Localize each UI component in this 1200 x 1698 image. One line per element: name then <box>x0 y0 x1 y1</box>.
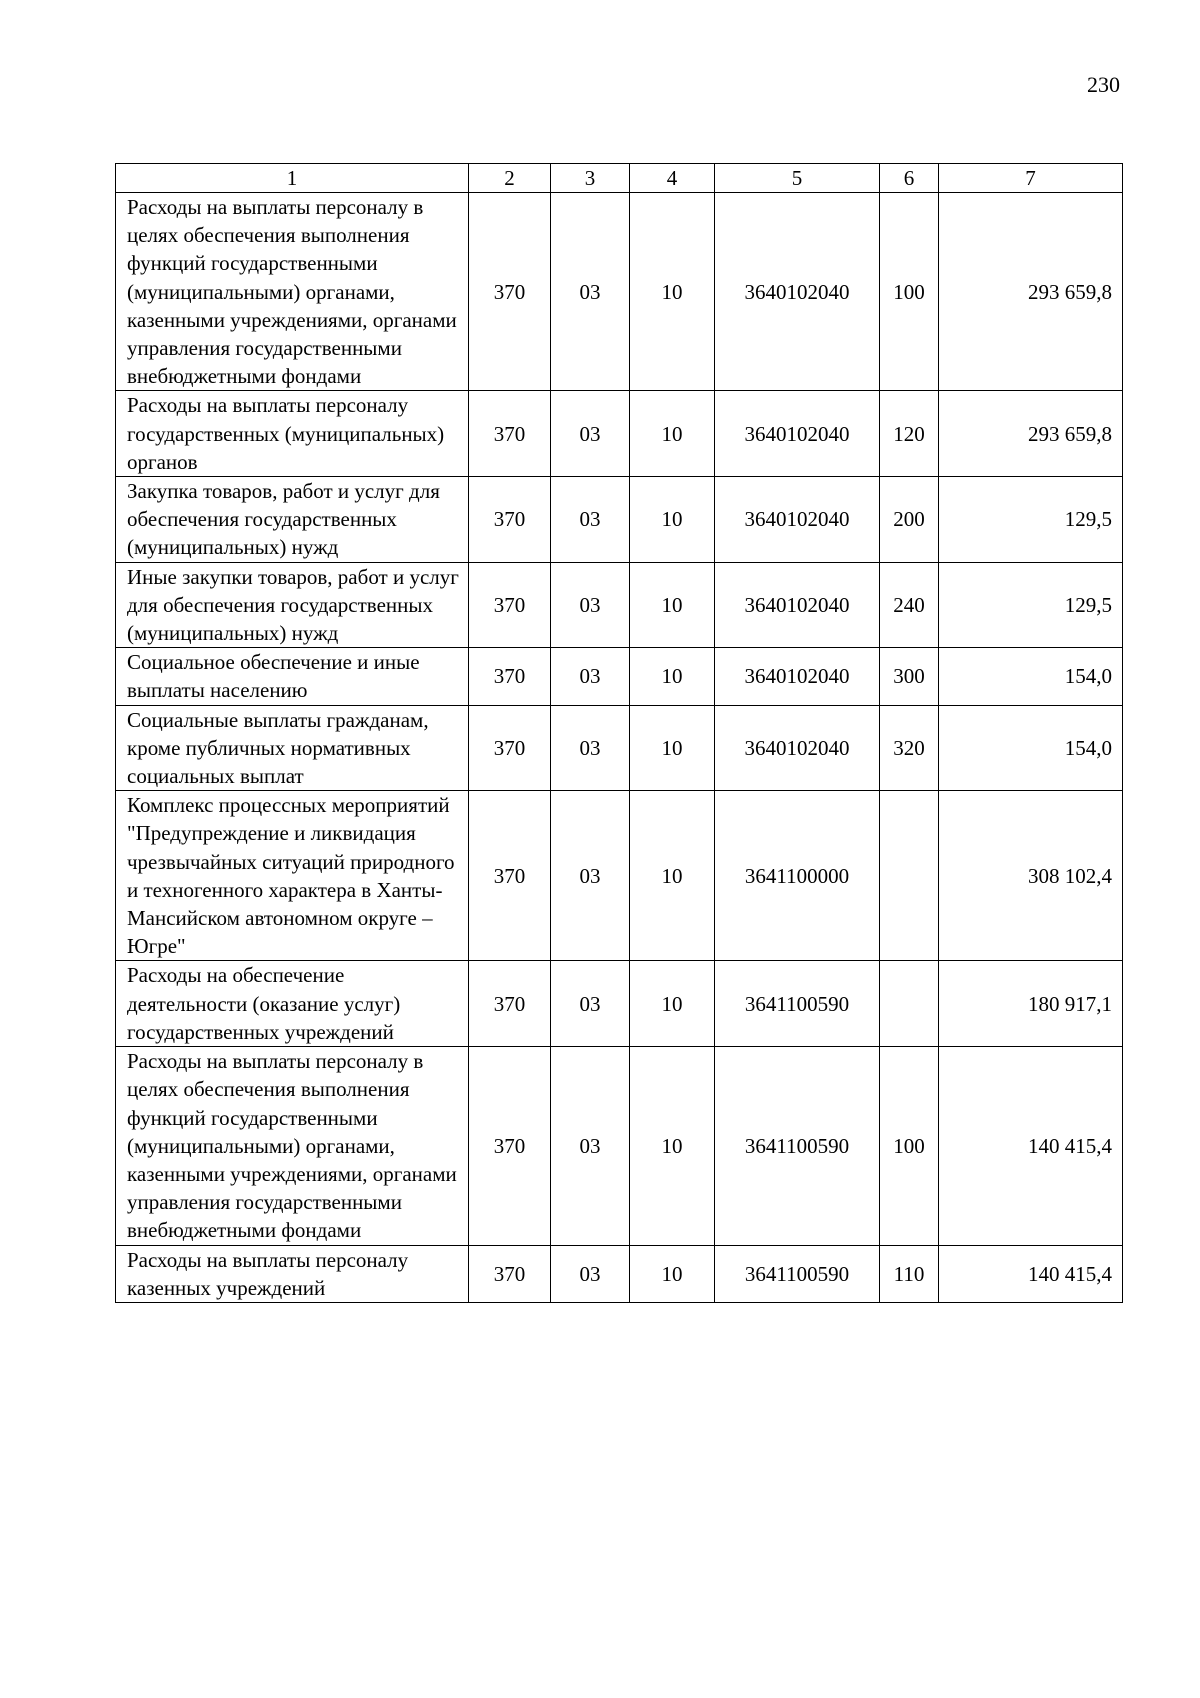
expense-name: Социальные выплаты гражданам, кроме публичных нормативных социальных выплат <box>116 705 469 791</box>
target-article-code: 3640102040 <box>715 193 880 391</box>
amount: 293 659,8 <box>939 391 1123 477</box>
subsection-code: 10 <box>630 562 715 648</box>
subsection-code: 10 <box>630 1047 715 1245</box>
section-code: 03 <box>551 648 630 705</box>
amount: 154,0 <box>939 705 1123 791</box>
table-row <box>116 1245 1123 1302</box>
column-header-2: 2 <box>469 164 551 193</box>
ministry-code: 370 <box>469 193 551 391</box>
amount: 140 415,4 <box>939 1047 1123 1245</box>
table-row <box>116 477 1123 563</box>
expense-name: Комплекс процессных мероприятий "Предупреждение и ликвидация чрезвычайных ситуаций природного и техногенного характера в Ханты-Мансийском автономном округе – Югре" <box>116 791 469 961</box>
section-code: 03 <box>551 193 630 391</box>
target-article-code: 3640102040 <box>715 648 880 705</box>
target-article-code: 3641100590 <box>715 1047 880 1245</box>
page-number: 230 <box>1087 72 1120 97</box>
target-article-code: 3640102040 <box>715 391 880 477</box>
target-article-code: 3641100590 <box>715 1245 880 1302</box>
section-code: 03 <box>551 791 630 961</box>
section-code: 03 <box>551 391 630 477</box>
subsection-code: 10 <box>630 961 715 1047</box>
column-header-4: 4 <box>630 164 715 193</box>
subsection-code: 10 <box>630 705 715 791</box>
section-code: 03 <box>551 705 630 791</box>
ministry-code: 370 <box>469 648 551 705</box>
expense-type-code: 320 <box>880 705 939 791</box>
expense-name: Расходы на выплаты персоналу государственных (муниципальных) органов <box>116 391 469 477</box>
ministry-code: 370 <box>469 791 551 961</box>
amount: 129,5 <box>939 477 1123 563</box>
expense-name: Закупка товаров, работ и услуг для обеспечения государственных (муниципальных) нужд <box>116 477 469 563</box>
amount: 308 102,4 <box>939 791 1123 961</box>
column-header-3: 3 <box>551 164 630 193</box>
table-row <box>116 648 1123 705</box>
section-code: 03 <box>551 477 630 563</box>
ministry-code: 370 <box>469 1245 551 1302</box>
expense-type-code: 110 <box>880 1245 939 1302</box>
ministry-code: 370 <box>469 477 551 563</box>
table-row <box>116 562 1123 648</box>
amount: 293 659,8 <box>939 193 1123 391</box>
section-code: 03 <box>551 961 630 1047</box>
section-code: 03 <box>551 562 630 648</box>
table-row <box>116 705 1123 791</box>
amount: 154,0 <box>939 648 1123 705</box>
section-code: 03 <box>551 1245 630 1302</box>
column-header-6: 6 <box>880 164 939 193</box>
expense-name: Социальное обеспечение и иные выплаты населению <box>116 648 469 705</box>
expense-type-code: 100 <box>880 193 939 391</box>
target-article-code: 3640102040 <box>715 562 880 648</box>
header-row <box>116 164 1123 193</box>
column-header-7: 7 <box>939 164 1123 193</box>
expense-type-code: 120 <box>880 391 939 477</box>
expense-type-code: 240 <box>880 562 939 648</box>
subsection-code: 10 <box>630 648 715 705</box>
table-row <box>116 1047 1123 1245</box>
subsection-code: 10 <box>630 391 715 477</box>
target-article-code: 3641100590 <box>715 961 880 1047</box>
ministry-code: 370 <box>469 562 551 648</box>
expense-type-code: 100 <box>880 1047 939 1245</box>
ministry-code: 370 <box>469 961 551 1047</box>
expense-type-code: 300 <box>880 648 939 705</box>
subsection-code: 10 <box>630 791 715 961</box>
target-article-code: 3640102040 <box>715 477 880 563</box>
amount: 180 917,1 <box>939 961 1123 1047</box>
column-header-5: 5 <box>715 164 880 193</box>
subsection-code: 10 <box>630 193 715 391</box>
target-article-code: 3640102040 <box>715 705 880 791</box>
subsection-code: 10 <box>630 1245 715 1302</box>
expense-name: Расходы на обеспечение деятельности (оказание услуг) государственных учреждений <box>116 961 469 1047</box>
amount: 129,5 <box>939 562 1123 648</box>
expense-name: Расходы на выплаты персоналу в целях обеспечения выполнения функций государственными (муниципальными) органами, казенными учреждениями, органами управления государственными внебюджетными фондами <box>116 193 469 391</box>
column-header-1: 1 <box>116 164 469 193</box>
table-row <box>116 391 1123 477</box>
subsection-code: 10 <box>630 477 715 563</box>
expense-name: Иные закупки товаров, работ и услуг для обеспечения государственных (муниципальных) нужд <box>116 562 469 648</box>
target-article-code: 3641100000 <box>715 791 880 961</box>
table-row <box>116 193 1123 391</box>
section-code: 03 <box>551 1047 630 1245</box>
expense-name: Расходы на выплаты персоналу казенных учреждений <box>116 1245 469 1302</box>
expense-type-code <box>880 791 939 961</box>
budget-table <box>115 163 1123 1303</box>
ministry-code: 370 <box>469 705 551 791</box>
expense-type-code <box>880 961 939 1047</box>
expense-type-code: 200 <box>880 477 939 563</box>
expense-name: Расходы на выплаты персоналу в целях обеспечения выполнения функций государственными (муниципальными) органами, казенными учреждениями, органами управления государственными внебюджетными фондами <box>116 1047 469 1245</box>
amount: 140 415,4 <box>939 1245 1123 1302</box>
table-row <box>116 791 1123 961</box>
ministry-code: 370 <box>469 391 551 477</box>
ministry-code: 370 <box>469 1047 551 1245</box>
table-row <box>116 961 1123 1047</box>
